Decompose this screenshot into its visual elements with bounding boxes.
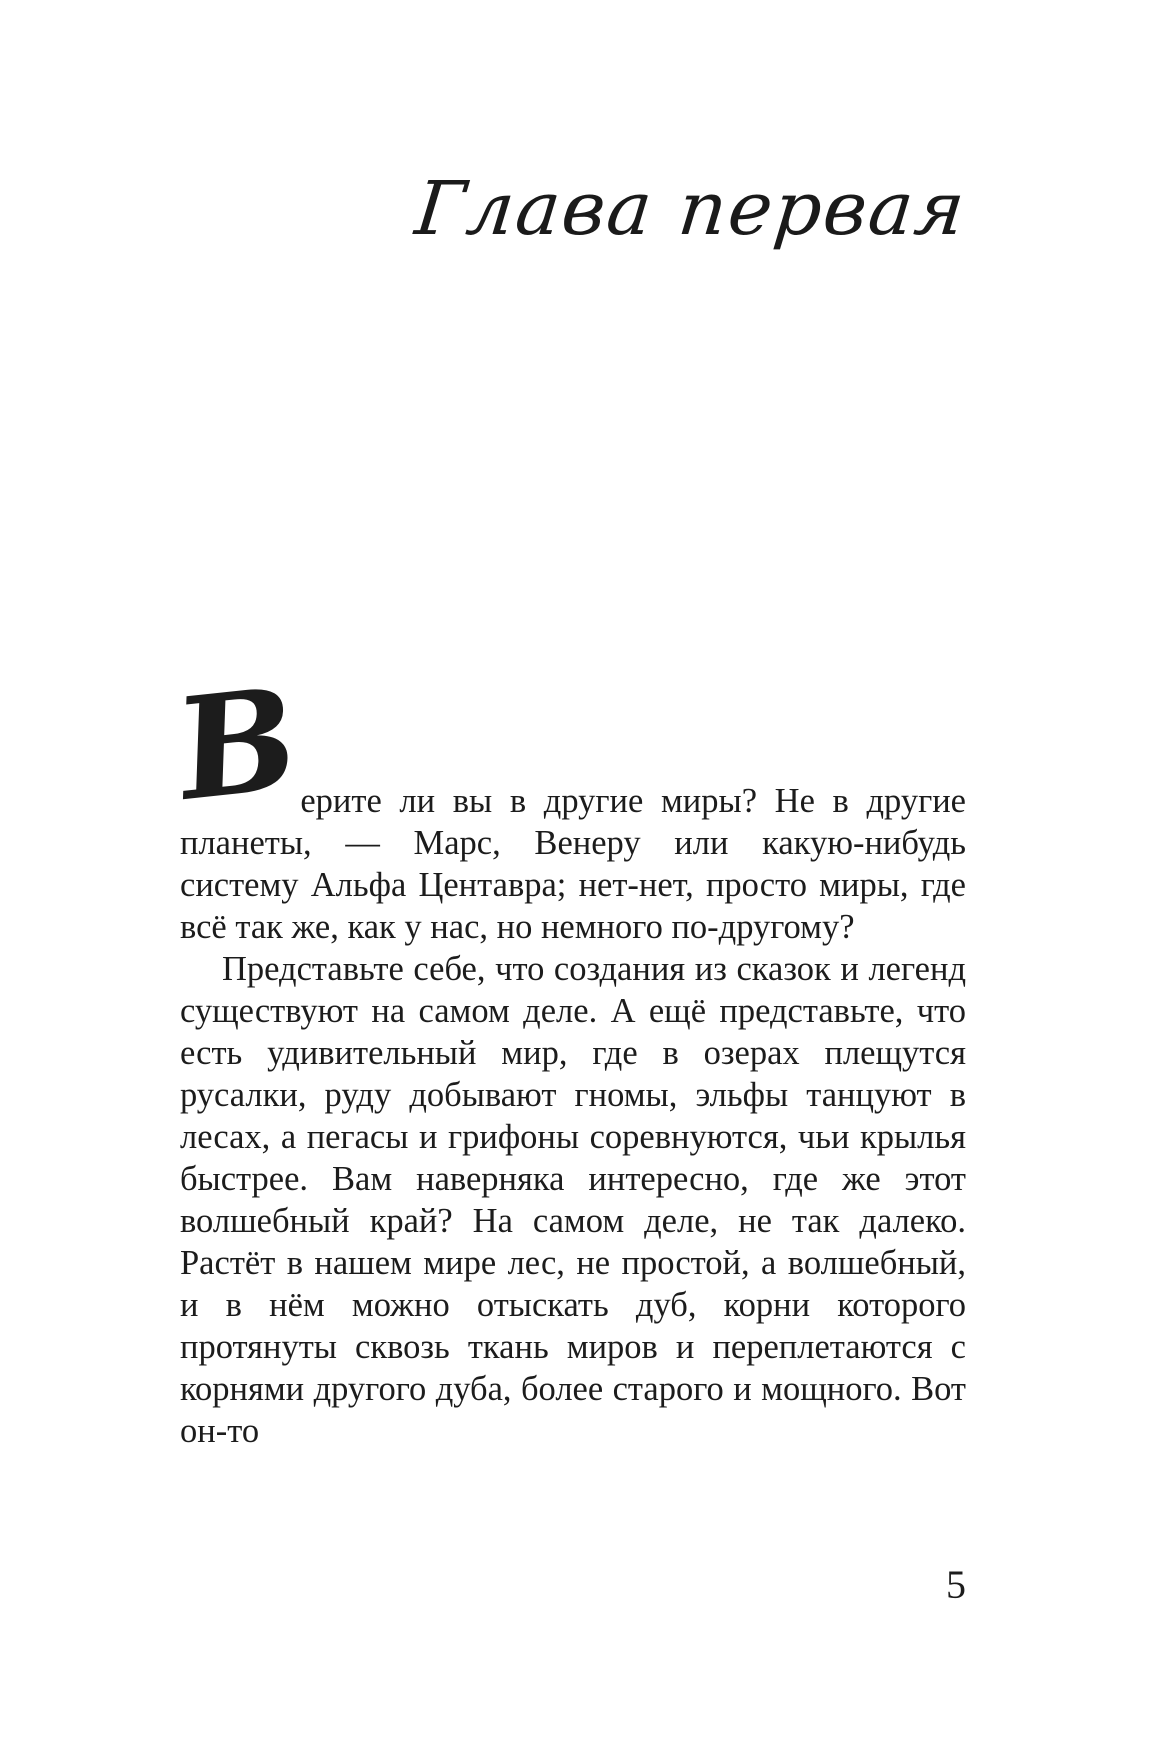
paragraph-1	[175, 656, 966, 948]
page-number: 5	[946, 1562, 966, 1607]
chapter-body	[175, 656, 966, 1452]
drop-cap: В	[175, 656, 299, 835]
paragraph-2: Представьте себе, что создания из сказок и легенд существуют на самом деле. А ещё представьте, что есть удивительный мир, где в озерах плещутся русалки, руду добывают гномы, эльфы танцуют в лесах, а пегасы и грифоны соревнуются, чьи крылья быстрее. Вам наверняка интересно, где же этот волшебный край? На самом деле, не так далеко. Растёт в нашем мире лес, не простой, а волшебный, и в нём можно отыскать дуб, корни которого протянуты сквозь ткань миров и переплетаются с корнями другого дуба, более старого и мощного. Вот он-то	[180, 950, 966, 1450]
paragraph-1-text: ерите ли вы в другие миры? Не в другие планеты, — Марс, Венеру или какую-нибудь систему Альфа Центавра; нет-нет, просто миры, где всё так же, как у нас, но немного по-другому?	[180, 782, 966, 946]
chapter-title: Глава первая	[411, 166, 971, 252]
